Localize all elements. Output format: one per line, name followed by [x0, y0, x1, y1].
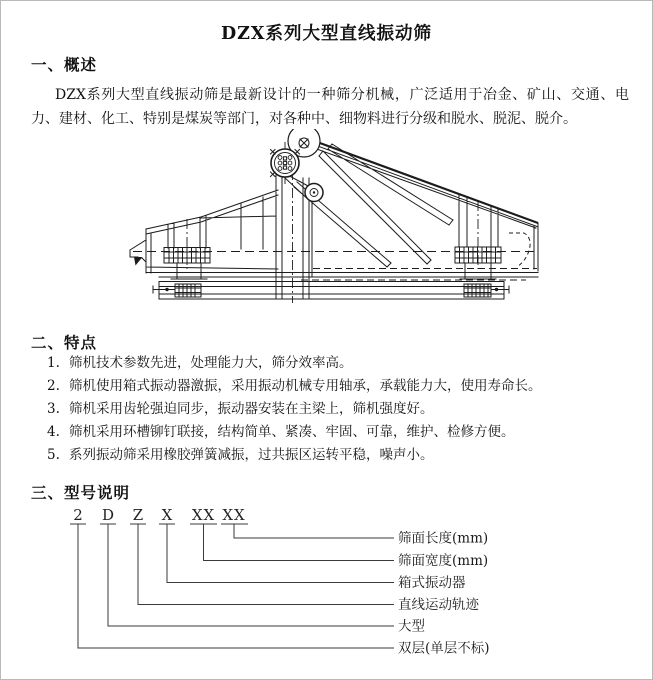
feature-item	[47, 375, 627, 398]
model-label: 大型	[398, 618, 425, 635]
right-anchor-bolt	[495, 288, 498, 291]
feature-number: 2.	[47, 378, 60, 394]
feature-number: 3.	[47, 401, 60, 417]
features-list	[47, 352, 627, 467]
model-code-char: X	[161, 506, 173, 524]
feature-item	[47, 352, 627, 375]
feature-item	[47, 444, 627, 467]
feature-item	[47, 421, 627, 444]
vibrating-screen-side-view-drawing	[96, 129, 556, 307]
flywheel-inner-rim	[275, 153, 296, 174]
document-title: DZX系列大型直线振动筛	[220, 24, 433, 44]
model-label: 双层(单层不标)	[398, 640, 490, 657]
features-heading: 二、特点	[31, 335, 98, 352]
model-connector-lines	[70, 524, 394, 648]
feature-number: 5.	[47, 447, 60, 463]
feature-text: 系列振动筛采用橡胶弹簧减振，过共振区运转平稳，噪声小。	[69, 447, 434, 463]
model-label: 直线运动轨迹	[398, 597, 479, 613]
model-code-char: 2	[73, 506, 83, 524]
feature-item	[47, 398, 627, 421]
feature-text: 筛机采用环槽铆钉联接，结构简单、紧凑、牢固、可靠，维护、检修方便。	[69, 424, 515, 440]
deck-dashed-lines	[301, 269, 537, 281]
discharge-lip-dashed	[509, 233, 530, 267]
model-code-char: D	[101, 506, 115, 524]
feature-text: 筛机技术参数先进，处理能力大，筛分效率高。	[69, 355, 353, 371]
model-code-char: Z	[132, 506, 144, 524]
left-anchor-bolt	[165, 288, 168, 291]
model-code-diagram	[1, 499, 653, 680]
screen-body-lines	[130, 131, 538, 299]
feature-number: 1.	[47, 355, 60, 371]
feature-text: 筛机采用齿轮强迫同步，振动器安装在主梁上，筛机强度好。	[69, 401, 434, 417]
feature-number: 4.	[47, 424, 60, 440]
model-code-char: XX	[191, 506, 216, 524]
model-heading: 三、型号说明	[31, 485, 131, 502]
feed-chute-tip	[134, 257, 143, 266]
model-label: 筛面宽度(mm)	[398, 553, 489, 569]
overview-paragraph: DZX系列大型直线振动筛是最新设计的一种筛分机械，广泛适用于冶金、矿山、交通、电力、建材、化工、特别是煤炭等部门，对各种中、细物料进行分级和脱水、脱泥、脱介。	[31, 87, 629, 127]
belt-pulley-center-dot	[313, 191, 315, 193]
centerlines-dashdot	[187, 134, 478, 303]
overview-heading: 一、概述	[31, 57, 98, 74]
model-label: 筛面长度(mm)	[398, 530, 489, 547]
model-code-char: XX	[222, 506, 246, 524]
feature-text: 筛机使用箱式振动器激振，采用振动机械专用轴承，承载能力大，使用寿命长。	[69, 378, 542, 394]
model-label: 箱式振动器	[398, 575, 466, 591]
